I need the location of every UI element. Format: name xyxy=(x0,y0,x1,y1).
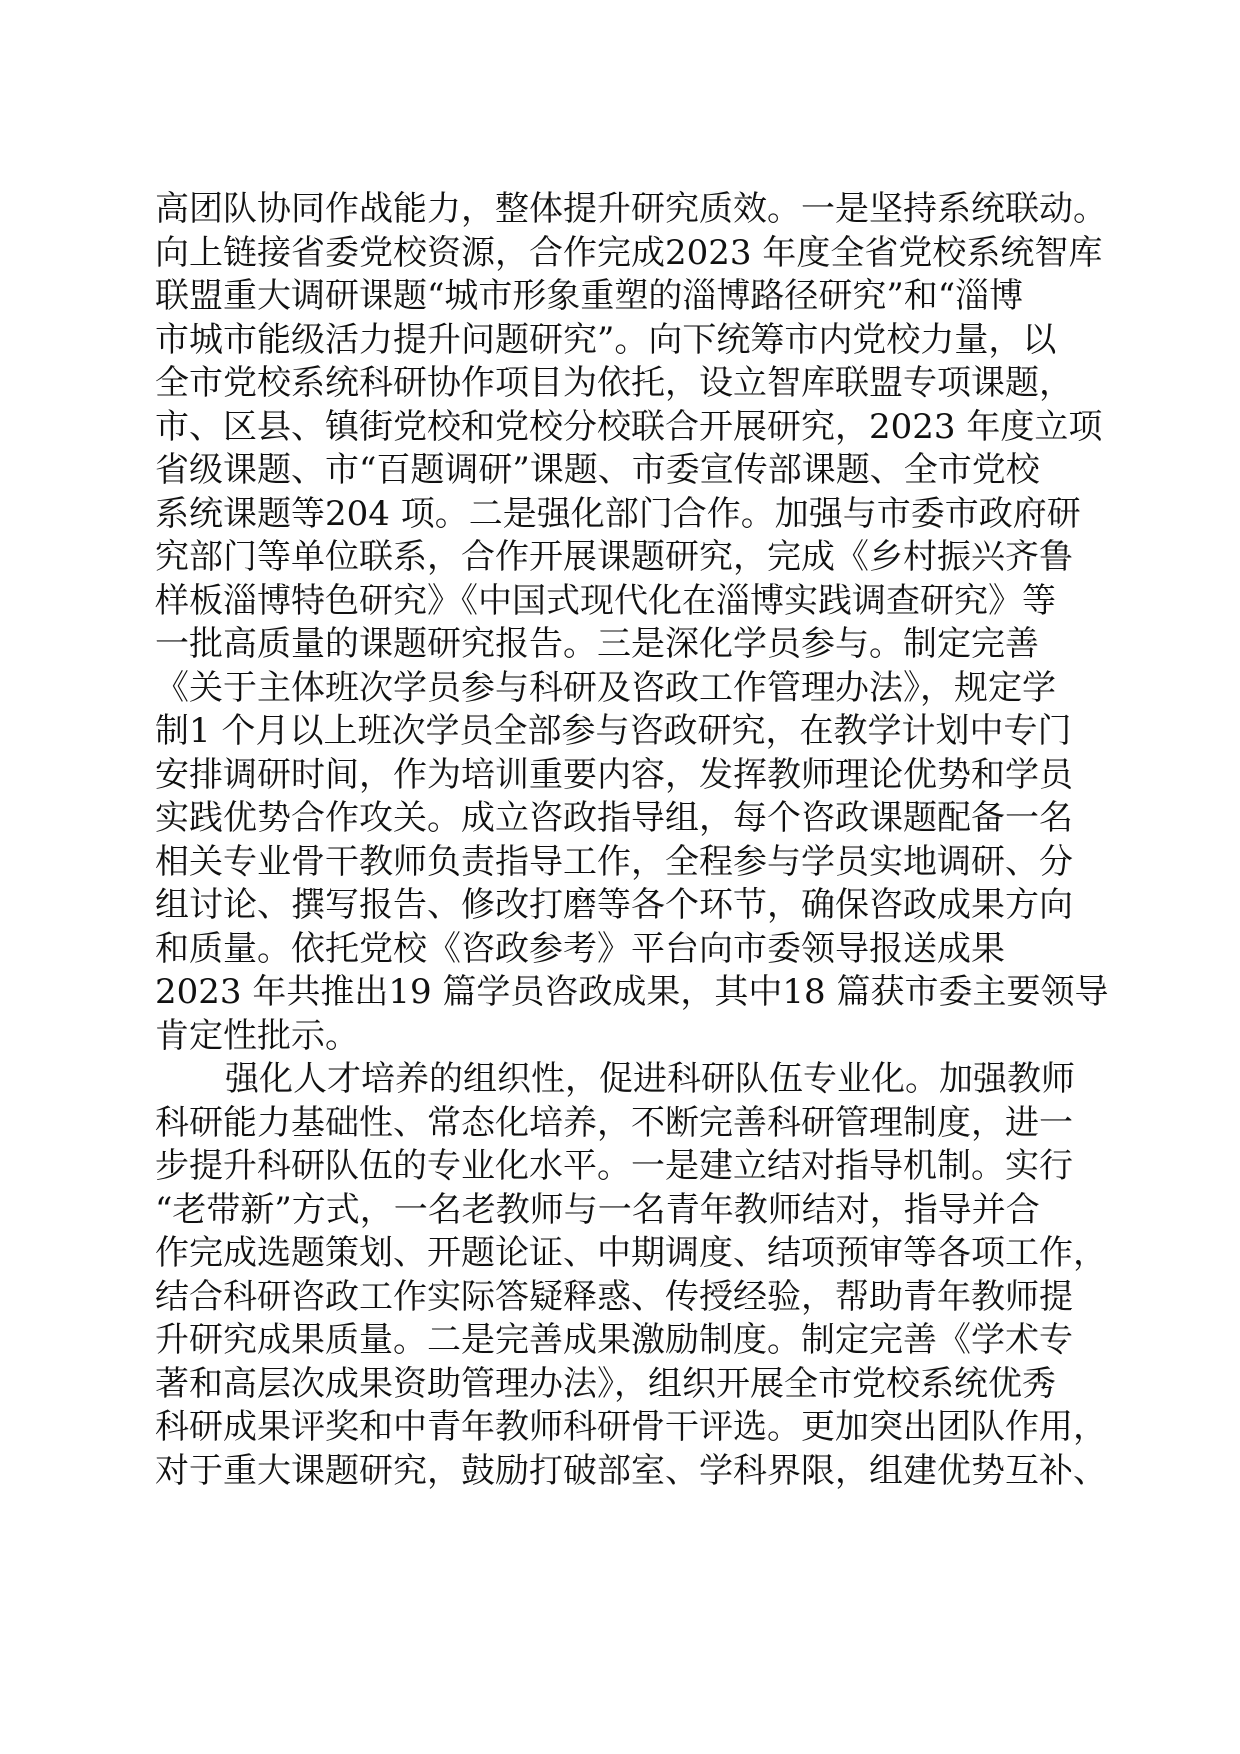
text-line: 省级课题、市“百题调研”课题、市委宣传部课题、全市党校 xyxy=(155,450,1040,490)
text-line: 联盟重大调研课题“城市形象重塑的淄博路径研究”和“淄博 xyxy=(155,276,1024,316)
text-line: 一批高质量的课题研究报告。三是深化学员参与。制定完善 xyxy=(155,624,1039,664)
text-line: 2023 年共推出19 篇学员咨政成果，其中18 篇获市委主要领导 xyxy=(155,972,1109,1012)
text-line: 安排调研时间，作为培训重要内容，发挥教师理论优势和学员 xyxy=(155,754,1073,795)
text-line: 全市党校系统科研协作项目为依托，设立智库联盟专项课题， xyxy=(155,363,1073,403)
text-line: 制1 个月以上班次学员全部参与咨政研究，在教学计划中专门 xyxy=(155,711,1072,751)
text-line: 高团队协同作战能力，整体提升研究质效。一是坚持系统联动。 xyxy=(155,189,1107,229)
body-text xyxy=(155,188,1109,1493)
text-line: 肯定性批示。 xyxy=(155,1015,359,1056)
text-line: 究部门等单位联系，合作开展课题研究，完成《乡村振兴齐鲁 xyxy=(155,537,1073,577)
text-line: 对于重大课题研究，鼓励打破部室、学科界限，组建优势互补、 xyxy=(155,1450,1107,1491)
text-line: 系统课题等204 项。二是强化部门合作。加强与市委市政府研 xyxy=(155,493,1081,534)
text-line: 升研究成果质量。二是完善成果激励制度。制定完善《学术专 xyxy=(155,1320,1073,1360)
text-line: 组讨论、撰写报告、修改打磨等各个环节，确保咨政成果方向 xyxy=(155,885,1073,925)
paragraph-2 xyxy=(155,1058,1107,1493)
text-line: 市、区县、镇街党校和党校分校联合开展研究，2023 年度立项 xyxy=(155,406,1103,447)
text-line: 相关专业骨干教师负责指导工作，全程参与学员实地调研、分 xyxy=(155,841,1073,882)
text-line: 作完成选题策划、开题论证、中期调度、结项预审等各项工作， xyxy=(155,1233,1107,1273)
text-line: 科研成果评奖和中青年教师科研骨干评选。更加突出团队作用， xyxy=(155,1407,1107,1447)
text-line: 强化人才培养的组织性，促进科研队伍专业化。加强教师 xyxy=(225,1059,1075,1099)
text-line: 著和高层次成果资助管理办法》，组织开展全市党校系统优秀 xyxy=(155,1363,1056,1404)
text-line: 实践优势合作攻关。成立咨政指导组，每个咨政课题配备一名 xyxy=(155,798,1073,838)
paragraph-1 xyxy=(155,188,1109,1058)
text-line: 《关于主体班次学员参与科研及咨政工作管理办法》，规定学 xyxy=(155,667,1056,708)
text-line: 结合科研咨政工作实际答疑释惑、传授经验，帮助青年教师提 xyxy=(155,1276,1073,1317)
text-line: 样板淄博特色研究》《中国式现代化在淄博实践调查研究》等 xyxy=(155,580,1056,621)
text-line: 市城市能级活力提升问题研究”。向下统筹市内党校力量，以 xyxy=(155,319,1057,360)
text-line: 和质量。依托党校《咨政参考》平台向市委领导报送成果 xyxy=(155,928,1005,969)
text-line: “老带新”方式，一名老教师与一名青年教师结对，指导并合 xyxy=(155,1189,1040,1230)
text-line: 步提升科研队伍的专业化水平。一是建立结对指导机制。实行 xyxy=(155,1146,1073,1186)
text-line: 科研能力基础性、常态化培养，不断完善科研管理制度，进一 xyxy=(155,1102,1073,1143)
text-line: 向上链接省委党校资源，合作完成2023 年度全省党校系统智库 xyxy=(155,232,1103,273)
